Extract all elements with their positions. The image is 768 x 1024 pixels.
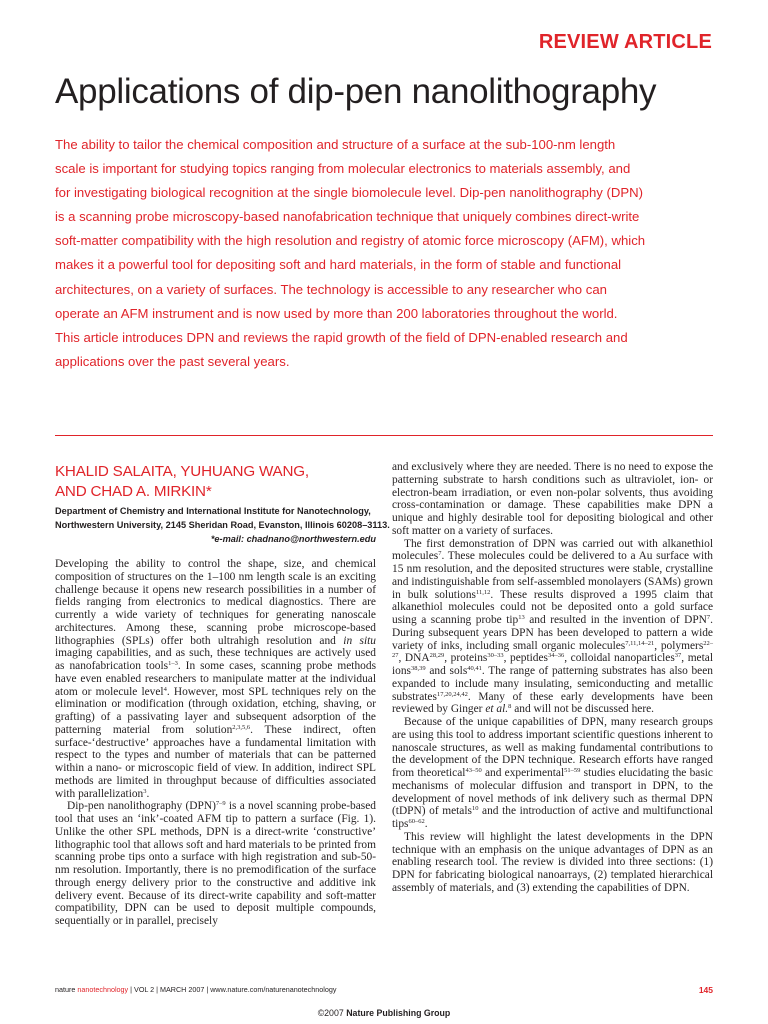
citation-ref: 1–3 <box>168 660 178 667</box>
abstract-line: architectures, on a variety of surfaces. The technology is accessible to any researcher who can <box>55 281 607 297</box>
section-divider <box>55 435 713 436</box>
author-line: KHALID SALAITA, YUHUANG WANG, <box>55 463 309 480</box>
abstract-line: This article introduces DPN and reviews the rapid growth of the field of DPN-enabled research and <box>55 329 628 345</box>
abstract-line: soft-matter compatibility with the high resolution and registry of atomic force microscopy (AFM), which <box>55 233 646 249</box>
citation-ref: 60–62 <box>408 818 425 825</box>
body-paragraph: Dip-pen nanolithography (DPN)$^{7-9}$ is a novel scanning probe-based tool that uses an ‘ink’-coated AFM tip to pattern a surface (Fig. 1). Unlike the other SPL methods, DPN is a direct-write ‘constructive’ lithographic tool that allows soft and hard materials to be printed from scanning probe tips onto a surface with high registration and sub-50-nm resolution. Importantly, there is no premodification of the surface through energy delivery prior to the constructive and additive ink delivery event. Because of its direct-write capability and soft-matter compatibility, DPN can be used to deposit multiple compounds, sequentially or in parallel, precisely <box>55 800 376 927</box>
abstract <box>55 133 721 374</box>
corresponding-email[interactable]: *e-mail: chadnano@northwestern.edu <box>210 534 376 544</box>
citation-ref: 43–50 <box>465 767 482 774</box>
body-column-left <box>55 558 376 928</box>
body-paragraph: The first demonstration of DPN was carried out with alkanethiol molecules$^7$. These molecules could be delivered to a Au surface with 15 nm resolution, and the deposited structures were stable, crystalline and indistinguishable from self-assembled monolayers (SAMs) grown in bulk solutions$^{11,12}$. These results disproved a 1995 claim that alkanethiol molecules could not be deposited onto a gold surface using a scanning probe tip$^{13}$ and resulted in the invention of DPN$^7$. During subsequent years DPN has been developed to pattern a wide variety of inks, including small organic molecules$^{7,11,14-21}$, polymers$^{22-27}$, DNA$^{28,29}$, proteins$^{30-33}$, peptides$^{34-36}$, colloidal nanoparticles$^{37}$, metal ions$^{38,39}$ and sols$^{40,41}$. The range of patterning substrates has also been expanded to include many insulating, semiconducting and metallic substrates$^{17,20,24,42}$. Many of these early developments have been reviewed by Ginger et al.$^8$ and will not be discussed here. <box>392 537 713 716</box>
section-label: REVIEW ARTICLE <box>538 31 712 53</box>
citation-ref: 4 <box>163 685 167 693</box>
body-paragraph: Developing the ability to control the shape, size, and chemical composition of structures on the 1–100 nm length scale is an exciting challenge because it opens new research possibilities in a number of fields ranging from electronics to medical diagnostics. There are currently a wide variety of techniques for generating nanoscale architectures. Among these, scanning probe microscope-based lithographies (SPLs) offer both ultrahigh resolution and in situ imaging capabilities, and as such, these techniques are actively used as nanofabrication tools$^{1-3}$. In some cases, scanning probe methods have even enabled researchers to manipulate matter at the individual atom or molecule level$^4$. However, most SPL techniques rely on the elimination or modification (through oxidation, etching, shaving, or grafting) of a passivating layer and subsequent adsorption of the patterning material from solution$^{2,3,5,6}$. These indirect, often surface-‘destructive’ approaches have a fundamental limitation with respect to the types and number of materials that can be patterned within a nano- or microscopic field of view. In addition, indirect SPL methods are limited in throughput because of difficulties associated with parallelization$^3$. <box>55 558 377 800</box>
author-list <box>55 462 385 502</box>
abstract-line: for investigating biological recognition at the single biomolecule level. Dip-pen nanolithography (DPN) <box>55 185 644 201</box>
abstract-line: scale is important for studying topics ranging from molecular electronics to materials assembly, and <box>55 161 631 177</box>
citation-ref: 7 <box>438 550 442 558</box>
abstract-line: applications over the past several years. <box>55 353 290 369</box>
author-line: AND CHAD A. MIRKIN* <box>55 483 212 500</box>
citation-ref: 22–27 <box>392 639 713 660</box>
citation-ref: 40,41 <box>467 665 482 672</box>
citation-ref: 2,3,5,6 <box>232 723 251 731</box>
abstract-line: The ability to tailor the chemical composition and structure of a surface at the sub-100-nm length <box>55 137 616 152</box>
citation-ref: 30–33 <box>487 652 504 660</box>
body-paragraph: and exclusively where they are needed. There is no need to expose the patterning substrate to harsh conditions such as ultraviolet, ion- or electron-beam irradiation, or even non-polar solvents, thus avoiding cross-contamination or damage. These capabilities make DPN a unique and highly desirable tool for depositing biological and other soft matter on a variety of surfaces. <box>392 461 713 537</box>
citation-ref: 10 <box>471 805 479 813</box>
citation-ref: 3 <box>143 787 147 795</box>
affiliation <box>55 504 390 546</box>
citation-ref: 17,20,24,42 <box>436 690 468 698</box>
citation-ref: 7–9 <box>215 800 226 808</box>
body-paragraph: Because of the unique capabilities of DPN, many research groups are using this tool to address important scientific questions inherent to nanoscale structures, as well as making fundamental contributions to the development of the DPN technique. Research efforts have ranged from theoretical$^{43-50}$ and experimental$^{51-59}$ studies elucidating the basic mechanisms of molecular diffusion and transport in DPN, to the development of novel methods of ink delivery such as thermal DPN (tDPN) of metals$^{10}$ and the introduction of active and multifunctional tips$^{60-62}$. <box>392 716 713 830</box>
citation-ref: 7 <box>706 614 711 621</box>
citation-ref: 13 <box>518 614 525 621</box>
copyright-line <box>0 1008 768 1018</box>
page-number: 145 <box>698 985 713 995</box>
journal-prefix: nature <box>55 985 76 994</box>
citation-ref: 8 <box>508 703 512 711</box>
body-column-right <box>392 461 713 895</box>
affiliation-line: Northwestern University, 2145 Sheridan Road, Evanston, Illinois 60208–3113. <box>55 520 390 530</box>
publisher-name: Nature Publishing Group <box>346 1008 451 1018</box>
citation-ref: 37 <box>674 652 682 660</box>
citation-line[interactable]: | VOL 2 | MARCH 2007 | www.nature.com/naturenanotechnology <box>130 985 337 994</box>
citation-ref: 28,29 <box>429 652 445 660</box>
abstract-line: operate an AFM instrument and is now used by more than 200 laboratories throughout the world. <box>55 305 618 321</box>
abstract-line: is a scanning probe microscopy-based nanofabrication technique that uniquely combines direct-write <box>55 209 640 225</box>
copyright-year: ©2007 <box>317 1008 344 1018</box>
journal-name: nanotechnology <box>77 985 129 994</box>
body-paragraph: This review will highlight the latest developments in the DPN technique with an emphasis on the unique advantages of DPN as an enabling research tool. The review is divided into three sections: (1) DPN for fabricating biological nanoarrays, (2) templated hierarchical assembly of materials, and (3) extending the capabilities of DPN. <box>392 830 713 894</box>
article-title: Applications of dip-pen nanolithography <box>55 72 657 111</box>
abstract-line: makes it a powerful tool for depositing soft and hard materials, in the form of stable and functional <box>55 257 622 273</box>
citation-ref: 34–36 <box>547 652 565 660</box>
citation-ref: 7,11,14–21 <box>625 639 655 647</box>
affiliation-line: Department of Chemistry and International Institute for Nanotechnology, <box>55 506 371 516</box>
citation-ref: 38,39 <box>411 665 426 672</box>
citation-ref: 11,12 <box>475 588 491 596</box>
page-footer <box>55 985 713 997</box>
citation-ref: 51–59 <box>564 767 581 774</box>
